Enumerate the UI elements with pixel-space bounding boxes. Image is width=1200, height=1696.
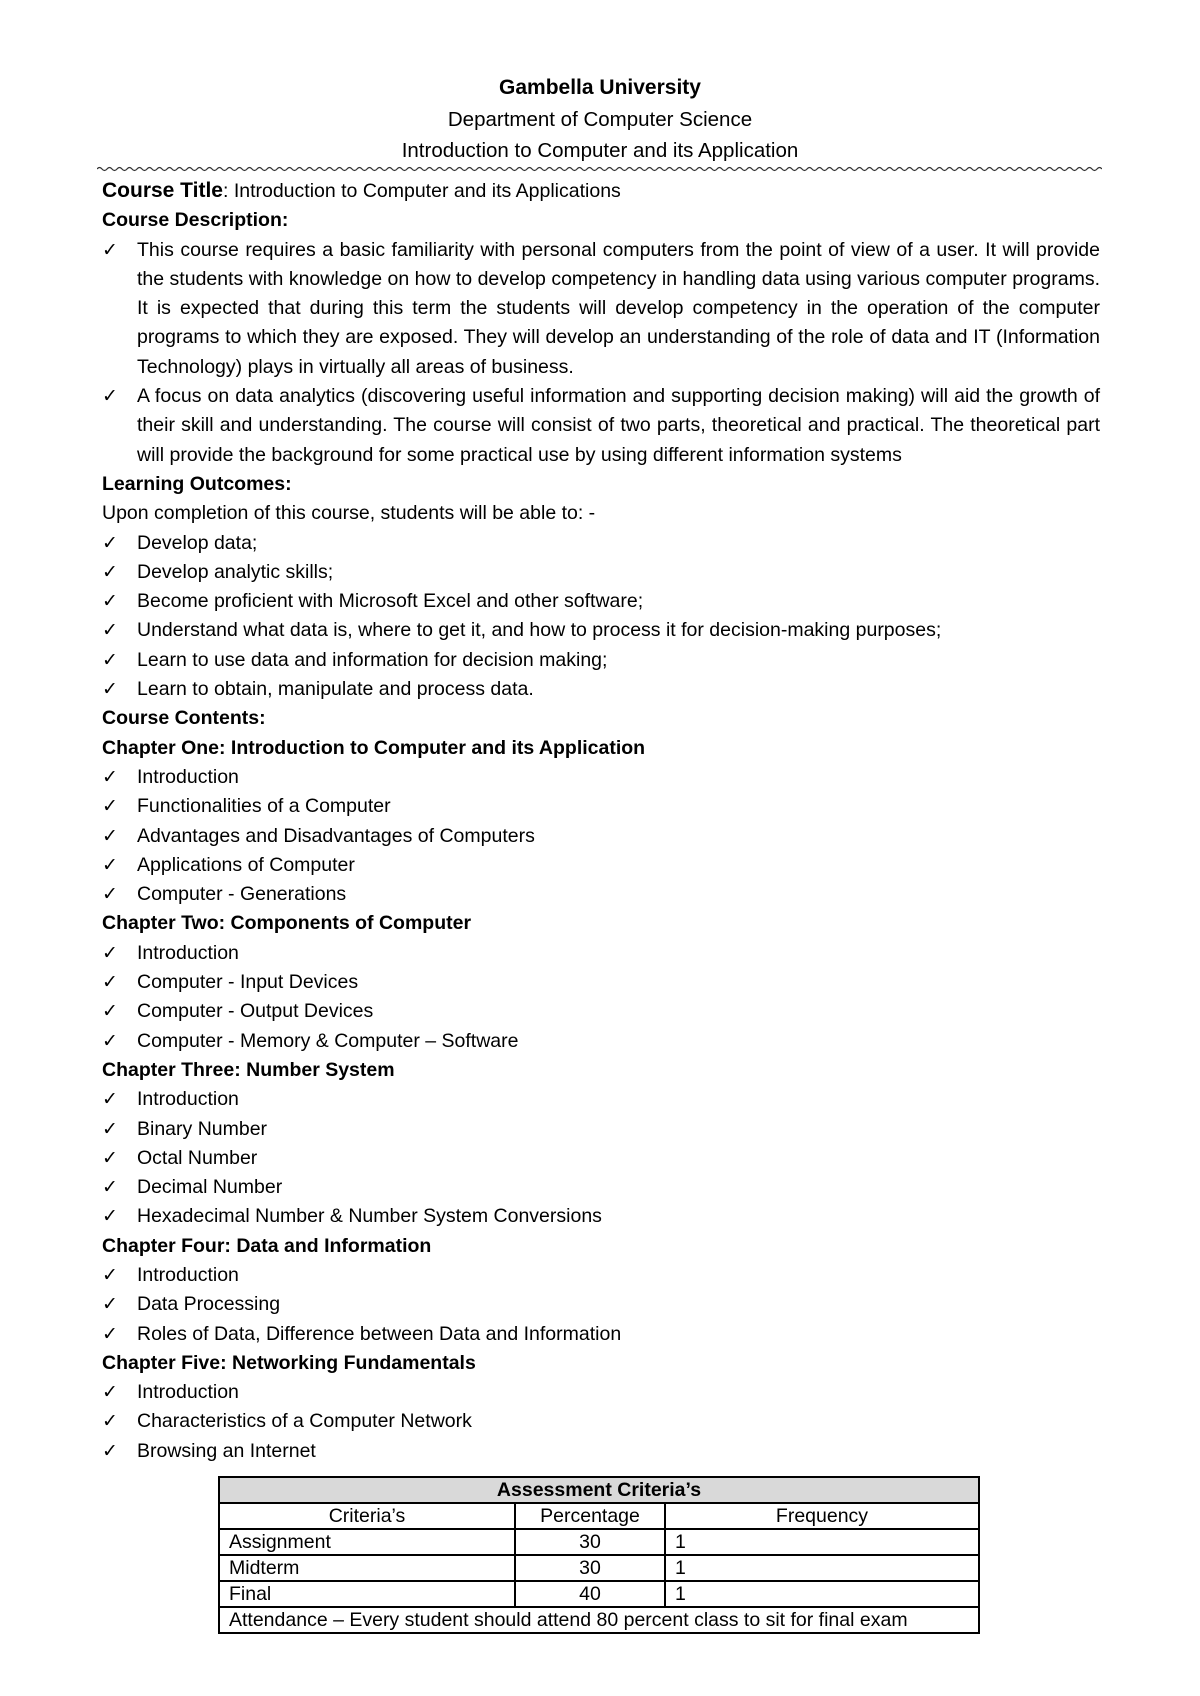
checkmark-icon: ✓: [102, 591, 118, 613]
document-body: [102, 176, 1100, 1466]
column-header-frequency: Frequency: [665, 1503, 979, 1529]
criteria-cell: Final: [219, 1581, 515, 1607]
topic-item-text: Introduction: [137, 941, 239, 964]
course-description-heading: Course Description:: [102, 209, 289, 232]
checkmark-icon: ✓: [102, 1177, 118, 1199]
assessment-title: Assessment Criteria’s: [219, 1477, 979, 1503]
topic-item-text: Binary Number: [137, 1117, 268, 1140]
topic-item-text: Computer - Memory & Computer – Software: [137, 1029, 519, 1052]
topic-item-text: Introduction: [137, 1381, 239, 1404]
topic-item: [102, 997, 1100, 1026]
chapter-topic-list: [102, 763, 1100, 909]
topic-item: [102, 1027, 1100, 1056]
topic-item: [102, 939, 1100, 968]
topic-item: [102, 1144, 1100, 1173]
assessment-header-row: [219, 1503, 979, 1529]
percentage-cell: 30: [515, 1529, 665, 1555]
checkmark-icon: ✓: [102, 1030, 118, 1052]
chapter-topic-list: [102, 1378, 1100, 1466]
topic-item: [102, 1320, 1100, 1349]
course-title-label: Course Title: [102, 179, 223, 202]
topic-item: [102, 1378, 1100, 1407]
checkmark-icon: ✓: [102, 972, 118, 994]
outcome-item-text: Learn to obtain, manipulate and process data.: [137, 678, 534, 701]
checkmark-icon: ✓: [102, 532, 118, 554]
university-name: Gambella University: [499, 76, 701, 99]
course-title-line: [102, 176, 1100, 206]
topic-item-text: Computer - Input Devices: [137, 971, 359, 994]
course-contents-heading: Course Contents:: [102, 707, 266, 730]
checkmark-icon: ✓: [102, 1118, 118, 1140]
checkmark-icon: ✓: [102, 854, 118, 876]
table-row: [219, 1555, 979, 1581]
table-row: [219, 1581, 979, 1607]
checkmark-icon: ✓: [102, 239, 118, 261]
column-header-criteria: Criteria’s: [219, 1503, 515, 1529]
chapter-title: Chapter Two: Components of Computer: [102, 912, 472, 935]
description-text: This course requires a basic familiarity with personal computers from the point of view of a user. It will provide the students with knowledge on how to develop competency in handling data using various computer programs. It is expected that during this term the students will develop competency in the operation of the computer programs to which they are exposed. They will develop an understanding of the role of data and IT (Information Technology) plays in virtually all areas of business.: [137, 238, 1100, 378]
frequency-cell: 1: [665, 1529, 979, 1555]
checkmark-icon: ✓: [102, 796, 118, 818]
topic-item: [102, 763, 1100, 792]
topic-item-text: Introduction: [137, 1263, 239, 1286]
topic-item: [102, 792, 1100, 821]
checkmark-icon: ✓: [102, 942, 118, 964]
topic-item-text: Browsing an Internet: [137, 1439, 316, 1462]
topic-item: [102, 1115, 1100, 1144]
topic-item: [102, 1173, 1100, 1202]
chapter-title: Chapter Three: Number System: [102, 1058, 395, 1081]
checkmark-icon: ✓: [102, 1411, 118, 1433]
topic-item-text: Data Processing: [137, 1293, 281, 1316]
criteria-cell: Assignment: [219, 1529, 515, 1555]
frequency-cell: 1: [665, 1581, 979, 1607]
topic-item-text: Octal Number: [137, 1146, 258, 1169]
outcome-item-text: Understand what data is, where to get it, and how to process it for decision-making purposes;: [137, 619, 942, 642]
topic-item: [102, 1085, 1100, 1114]
checkmark-icon: ✓: [102, 766, 118, 788]
chapter-topic-list: [102, 939, 1100, 1056]
outcome-item: [102, 616, 1100, 645]
course-name: Introduction to Computer and its Application: [401, 139, 799, 162]
percentage-cell: 40: [515, 1581, 665, 1607]
description-paragraph: [102, 382, 1100, 470]
attendance-note: Attendance – Every student should attend 80 percent class to sit for final exam: [219, 1607, 979, 1633]
learning-outcomes-list: [102, 529, 1100, 705]
chapter-title: Chapter Five: Networking Fundamentals: [102, 1351, 476, 1374]
outcome-item-text: Become proficient with Microsoft Excel and other software;: [137, 590, 644, 613]
checkmark-icon: ✓: [102, 884, 118, 906]
checkmark-icon: ✓: [102, 649, 118, 671]
checkmark-icon: ✓: [102, 1294, 118, 1316]
topic-item: [102, 1261, 1100, 1290]
checkmark-icon: ✓: [102, 1323, 118, 1345]
topic-item-text: Introduction: [137, 765, 239, 788]
column-header-percentage: Percentage: [515, 1503, 665, 1529]
outcome-item-text: Develop analytic skills;: [137, 560, 334, 583]
topic-item-text: Characteristics of a Computer Network: [137, 1410, 472, 1433]
assessment-note-row: [219, 1607, 979, 1633]
topic-item-text: Computer - Generations: [137, 883, 347, 906]
topic-item: [102, 1437, 1100, 1466]
document-header: [0, 72, 1200, 167]
checkmark-icon: ✓: [102, 1264, 118, 1286]
topic-item: [102, 880, 1100, 909]
topic-item-text: Introduction: [137, 1088, 239, 1111]
learning-outcomes-heading: Learning Outcomes:: [102, 472, 292, 495]
criteria-cell: Midterm: [219, 1555, 515, 1581]
assessment-rows: [219, 1529, 979, 1607]
checkmark-icon: ✓: [102, 825, 118, 847]
checkmark-icon: ✓: [102, 620, 118, 642]
topic-item-text: Applications of Computer: [137, 853, 355, 876]
learning-outcomes-intro: Upon completion of this course, students will be able to: -: [102, 502, 596, 525]
checkmark-icon: ✓: [102, 1089, 118, 1111]
assessment-table: [218, 1476, 980, 1634]
outcome-item: [102, 587, 1100, 616]
topic-item-text: Hexadecimal Number & Number System Conversions: [137, 1205, 602, 1228]
chapter-title: Chapter One: Introduction to Computer and its Application: [102, 736, 646, 759]
topic-item-text: Decimal Number: [137, 1176, 283, 1199]
outcome-item-text: Develop data;: [137, 531, 258, 554]
outcome-item: [102, 675, 1100, 704]
checkmark-icon: ✓: [102, 561, 118, 583]
outcome-item: [102, 646, 1100, 675]
checkmark-icon: ✓: [102, 1440, 118, 1462]
checkmark-icon: ✓: [102, 386, 118, 408]
checkmark-icon: ✓: [102, 1147, 118, 1169]
topic-item-text: Advantages and Disadvantages of Computers: [137, 824, 535, 847]
course-description-list: [102, 236, 1100, 470]
course-contents-chapters: [102, 734, 1100, 1466]
topic-item: [102, 1202, 1100, 1231]
department-name: Department of Computer Science: [447, 107, 753, 131]
assessment-title-row: [219, 1477, 979, 1503]
topic-item: [102, 1290, 1100, 1319]
topic-item-text: Roles of Data, Difference between Data and Information: [137, 1322, 622, 1345]
checkmark-icon: ✓: [102, 1001, 118, 1023]
description-text: A focus on data analytics (discovering useful information and supporting decision making) will aid the growth of their skill and understanding. The course will consist of two parts, theoretical and practical. The theoretical part will provide the background for some practical use by using different information systems: [137, 385, 1100, 466]
checkmark-icon: ✓: [102, 679, 118, 701]
percentage-cell: 30: [515, 1555, 665, 1581]
description-paragraph: [102, 236, 1100, 382]
outcome-item-text: Learn to use data and information for decision making;: [137, 648, 608, 671]
topic-item-text: Functionalities of a Computer: [137, 795, 391, 818]
topic-item: [102, 1407, 1100, 1436]
checkmark-icon: ✓: [102, 1206, 118, 1228]
outcome-item: [102, 529, 1100, 558]
checkmark-icon: ✓: [102, 1382, 118, 1404]
topic-item: [102, 968, 1100, 997]
topic-item: [102, 851, 1100, 880]
outcome-item: [102, 558, 1100, 587]
table-row: [219, 1529, 979, 1555]
chapter-topic-list: [102, 1261, 1100, 1349]
course-title-value: : Introduction to Computer and its Applications: [222, 180, 621, 202]
topic-item: [102, 822, 1100, 851]
header-separator: [97, 166, 1102, 172]
chapter-title: Chapter Four: Data and Information: [102, 1234, 432, 1257]
topic-item-text: Computer - Output Devices: [137, 1000, 374, 1023]
frequency-cell: 1: [665, 1555, 979, 1581]
chapter-topic-list: [102, 1085, 1100, 1231]
